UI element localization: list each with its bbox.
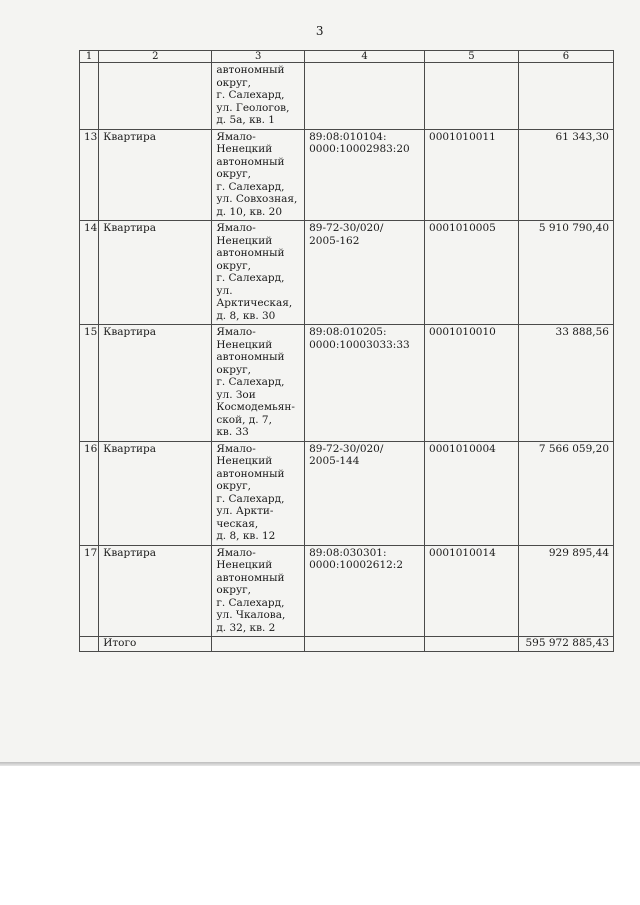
- cadastral-line: 0000:10002612:2: [309, 559, 404, 571]
- address-line: г. Салехард,: [216, 376, 285, 388]
- cell-number: [80, 63, 99, 130]
- address-line: ул. Зои: [216, 388, 256, 401]
- cell-name: Квартира: [99, 221, 212, 325]
- address-line: г. Салехард,: [216, 492, 285, 505]
- address-line: д. 8, кв. 12: [216, 530, 276, 542]
- cadastral-line: 0000:10002983:20: [309, 143, 410, 155]
- table-row: [80, 129, 614, 221]
- address-line: Ненецкий: [216, 338, 273, 351]
- cell-inventory: 0001010014: [425, 545, 519, 637]
- cadastral-line: 2005-162: [309, 234, 360, 247]
- address-line: кв. 33: [216, 426, 249, 438]
- address-line: округ,: [216, 76, 251, 89]
- cell-number: 13: [80, 129, 99, 221]
- cell-address: [212, 637, 305, 652]
- address-line: Ненецкий: [216, 143, 273, 155]
- column-number-header: [80, 51, 614, 63]
- cell-cadastral: [305, 325, 425, 442]
- cell-value: [518, 63, 613, 130]
- cell-name: Квартира: [99, 325, 212, 442]
- address-line: д. 32, кв. 2: [216, 621, 276, 634]
- cell-name: [99, 63, 212, 130]
- cell-cadastral: [305, 441, 425, 545]
- total-value: 595 972 885,43: [518, 637, 613, 652]
- scan-edge: [0, 762, 640, 766]
- address-line: Ненецкий: [216, 234, 273, 247]
- column-header: 4: [305, 51, 425, 63]
- address-line: Ненецкий: [216, 455, 273, 467]
- address-line: округ,: [216, 363, 251, 376]
- cell-value: 7 566 059,20: [518, 441, 613, 545]
- cell-inventory: 0001010010: [425, 325, 519, 442]
- cell-number: 14: [80, 221, 99, 325]
- cell-address: [212, 221, 305, 325]
- address-line: ул. Геологов,: [216, 101, 290, 114]
- column-header: 2: [99, 51, 212, 63]
- cell-name: Квартира: [99, 545, 212, 637]
- table-row: [80, 221, 614, 325]
- address-line: ул.: [216, 284, 233, 297]
- address-line: г. Салехард,: [216, 272, 285, 284]
- cell-cadastral: [305, 545, 425, 637]
- cell-cadastral: [305, 63, 425, 130]
- address-line: Ямало-: [216, 546, 256, 559]
- cell-value: 929 895,44: [518, 545, 613, 637]
- address-line: округ,: [216, 168, 251, 180]
- cell-address: [212, 325, 305, 442]
- table-row: [80, 545, 614, 637]
- address-line: ул. Совхозная,: [216, 193, 298, 205]
- total-label: Итого: [99, 637, 212, 652]
- address-line: ской, д. 7,: [216, 413, 272, 426]
- cell-cadastral: [305, 637, 425, 652]
- address-line: д. 5а, кв. 1: [216, 114, 275, 126]
- address-line: д. 8, кв. 30: [216, 309, 276, 322]
- address-line: Ненецкий: [216, 559, 273, 571]
- address-line: ческая,: [216, 517, 259, 530]
- address-line: Ямало-: [216, 326, 256, 338]
- cell-inventory: [425, 63, 519, 130]
- cadastral-line: 89:08:030301:: [309, 546, 387, 559]
- address-line: округ,: [216, 259, 251, 272]
- address-line: округ,: [216, 584, 251, 596]
- address-line: д. 10, кв. 20: [216, 205, 283, 218]
- cell-number: 16: [80, 441, 99, 545]
- address-line: г. Салехард,: [216, 89, 285, 101]
- cell-number: 15: [80, 325, 99, 442]
- address-line: Арктическая,: [216, 297, 293, 309]
- cell-number: 17: [80, 545, 99, 637]
- address-line: автономный: [216, 571, 285, 584]
- cell-address: [212, 129, 305, 221]
- cell-inventory: 0001010011: [425, 129, 519, 221]
- address-line: ул. Чкалова,: [216, 609, 286, 621]
- cell-value: 5 910 790,40: [518, 221, 613, 325]
- cell-inventory: [425, 637, 519, 652]
- column-header: 5: [425, 51, 519, 63]
- table-row: [80, 325, 614, 442]
- address-line: ул. Аркти-: [216, 505, 274, 517]
- cell-value: 33 888,56: [518, 325, 613, 442]
- cell-inventory: 0001010005: [425, 221, 519, 325]
- cadastral-line: 0000:10003033:33: [309, 338, 410, 351]
- table-row-continuation: [80, 63, 614, 130]
- address-line: г. Салехард,: [216, 180, 285, 193]
- column-header: 1: [80, 51, 99, 63]
- address-line: Космодемьян-: [216, 401, 295, 413]
- cadastral-line: 89-72-30/020/: [309, 442, 384, 455]
- cadastral-line: 89:08:010205:: [309, 326, 387, 338]
- cell-number: [80, 637, 99, 652]
- address-line: округ,: [216, 480, 251, 492]
- address-line: Ямало-: [216, 130, 256, 143]
- table-row-total: [80, 637, 614, 652]
- address-line: г. Салехард,: [216, 596, 285, 609]
- address-line: автономный: [216, 155, 285, 168]
- cell-address: [212, 545, 305, 637]
- property-registry-table: [79, 50, 614, 652]
- cell-cadastral: [305, 129, 425, 221]
- address-line: Ямало-: [216, 442, 256, 455]
- address-line: автономный: [216, 467, 285, 480]
- column-header: 6: [518, 51, 613, 63]
- cadastral-line: 2005-144: [309, 455, 360, 467]
- address-line: автономный: [216, 64, 285, 76]
- column-header: 3: [212, 51, 305, 63]
- cell-cadastral: [305, 221, 425, 325]
- page-number: 3: [315, 24, 325, 38]
- cell-name: Квартира: [99, 129, 212, 221]
- address-line: Ямало-: [216, 222, 256, 234]
- cell-inventory: 0001010004: [425, 441, 519, 545]
- cell-name: Квартира: [99, 441, 212, 545]
- table-row: [80, 441, 614, 545]
- cadastral-line: 89:08:010104:: [309, 130, 387, 143]
- cell-address: [212, 441, 305, 545]
- cell-address: [212, 63, 305, 130]
- address-line: автономный: [216, 247, 285, 259]
- address-line: автономный: [216, 351, 285, 363]
- cadastral-line: 89-72-30/020/: [309, 222, 384, 234]
- cell-value: 61 343,30: [518, 129, 613, 221]
